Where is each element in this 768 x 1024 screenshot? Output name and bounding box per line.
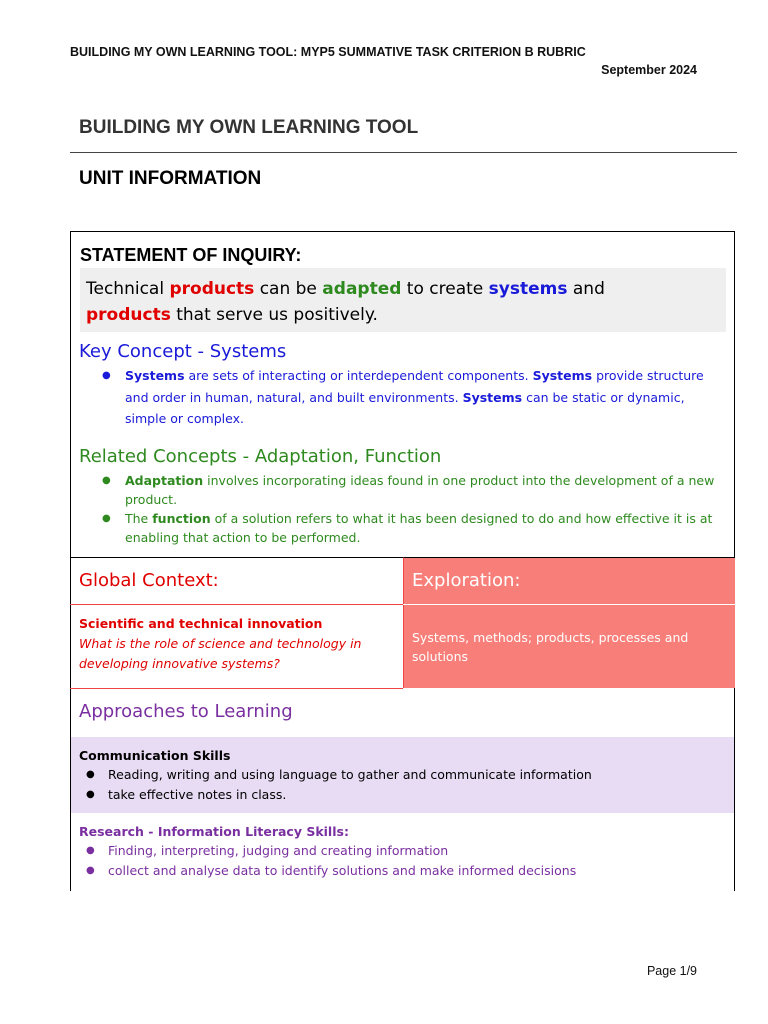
research-subtitle: Research - Information Literacy Skills: <box>79 824 349 839</box>
section-title: UNIT INFORMATION <box>79 168 262 189</box>
header-date: September 2024 <box>601 63 697 77</box>
page-number: Page 1/9 <box>646 964 697 978</box>
soi-part: can be <box>254 279 323 299</box>
global-context-divider <box>70 604 403 605</box>
exploration-divider <box>403 604 735 605</box>
key-concept-list <box>98 365 728 430</box>
bullet-text: of a solution refers to what it has been designed to do and how effective it is at enabling that action to be performed. <box>125 511 713 545</box>
key-term: Systems <box>462 389 523 405</box>
key-term: Systems <box>125 368 185 383</box>
global-context-subtitle: Scientific and technical innovation <box>79 616 323 631</box>
soi-part: and <box>567 279 605 299</box>
communication-list <box>86 765 726 804</box>
title-divider <box>70 152 737 153</box>
key-term: Systems <box>532 368 593 383</box>
soi-keyword-systems: systems <box>488 279 568 299</box>
document-title: BUILDING MY OWN LEARNING TOOL <box>79 117 419 138</box>
exploration-text: Systems, methods; products, processes and solutions <box>412 630 689 664</box>
atl-title: Approaches to Learning <box>79 701 293 722</box>
bullet-text: provide structure and order in human, natural, and built environments. <box>125 368 704 405</box>
global-context-bottom-rule <box>70 688 403 689</box>
list-item: ● take effective notes in class. <box>86 785 726 805</box>
bullet-text: involves incorporating ideas found in one product into the development of a new product. <box>125 473 715 507</box>
soi-heading: STATEMENT OF INQUIRY: <box>80 245 302 265</box>
list-item: ● Reading, writing and using language to gather and communicate information <box>86 765 726 785</box>
list-item <box>98 365 728 430</box>
soi-keyword-products: products <box>86 305 171 325</box>
soi-part: that serve us positively. <box>170 305 378 325</box>
soi-part: Technical <box>86 279 170 299</box>
soi-text <box>86 276 716 328</box>
bullet-text: The <box>125 511 153 526</box>
key-term: function <box>152 511 211 526</box>
soi-keyword-products: products <box>169 279 255 299</box>
global-context-label: Global Context: <box>79 570 219 591</box>
key-term: Adaptation <box>125 473 204 488</box>
list-item: ● Finding, interpreting, judging and creating information <box>86 841 726 861</box>
communication-subtitle: Communication Skills <box>79 748 231 763</box>
related-concepts-list <box>98 471 728 547</box>
global-context-question: What is the role of science and technology in developing innovative systems? <box>79 636 362 671</box>
bullet-text: are sets of interacting or interdependent components. <box>184 368 533 383</box>
related-concepts-title: Related Concepts - Adaptation, Function <box>79 446 442 467</box>
list-item <box>98 471 728 509</box>
soi-part: to create <box>401 279 489 299</box>
list-item: ● collect and analyse data to identify solutions and make informed decisions <box>86 861 726 881</box>
header-title: BUILDING MY OWN LEARNING TOOL: MYP5 SUMMATIVE TASK CRITERION B RUBRIC <box>70 45 586 59</box>
soi-keyword-adapted: adapted <box>322 279 402 299</box>
research-list <box>86 841 726 880</box>
exploration-label: Exploration: <box>412 570 521 591</box>
key-concept-title: Key Concept - Systems <box>79 341 287 362</box>
list-item <box>98 509 728 547</box>
bullet-text: can be static or dynamic, simple or complex. <box>125 389 685 426</box>
